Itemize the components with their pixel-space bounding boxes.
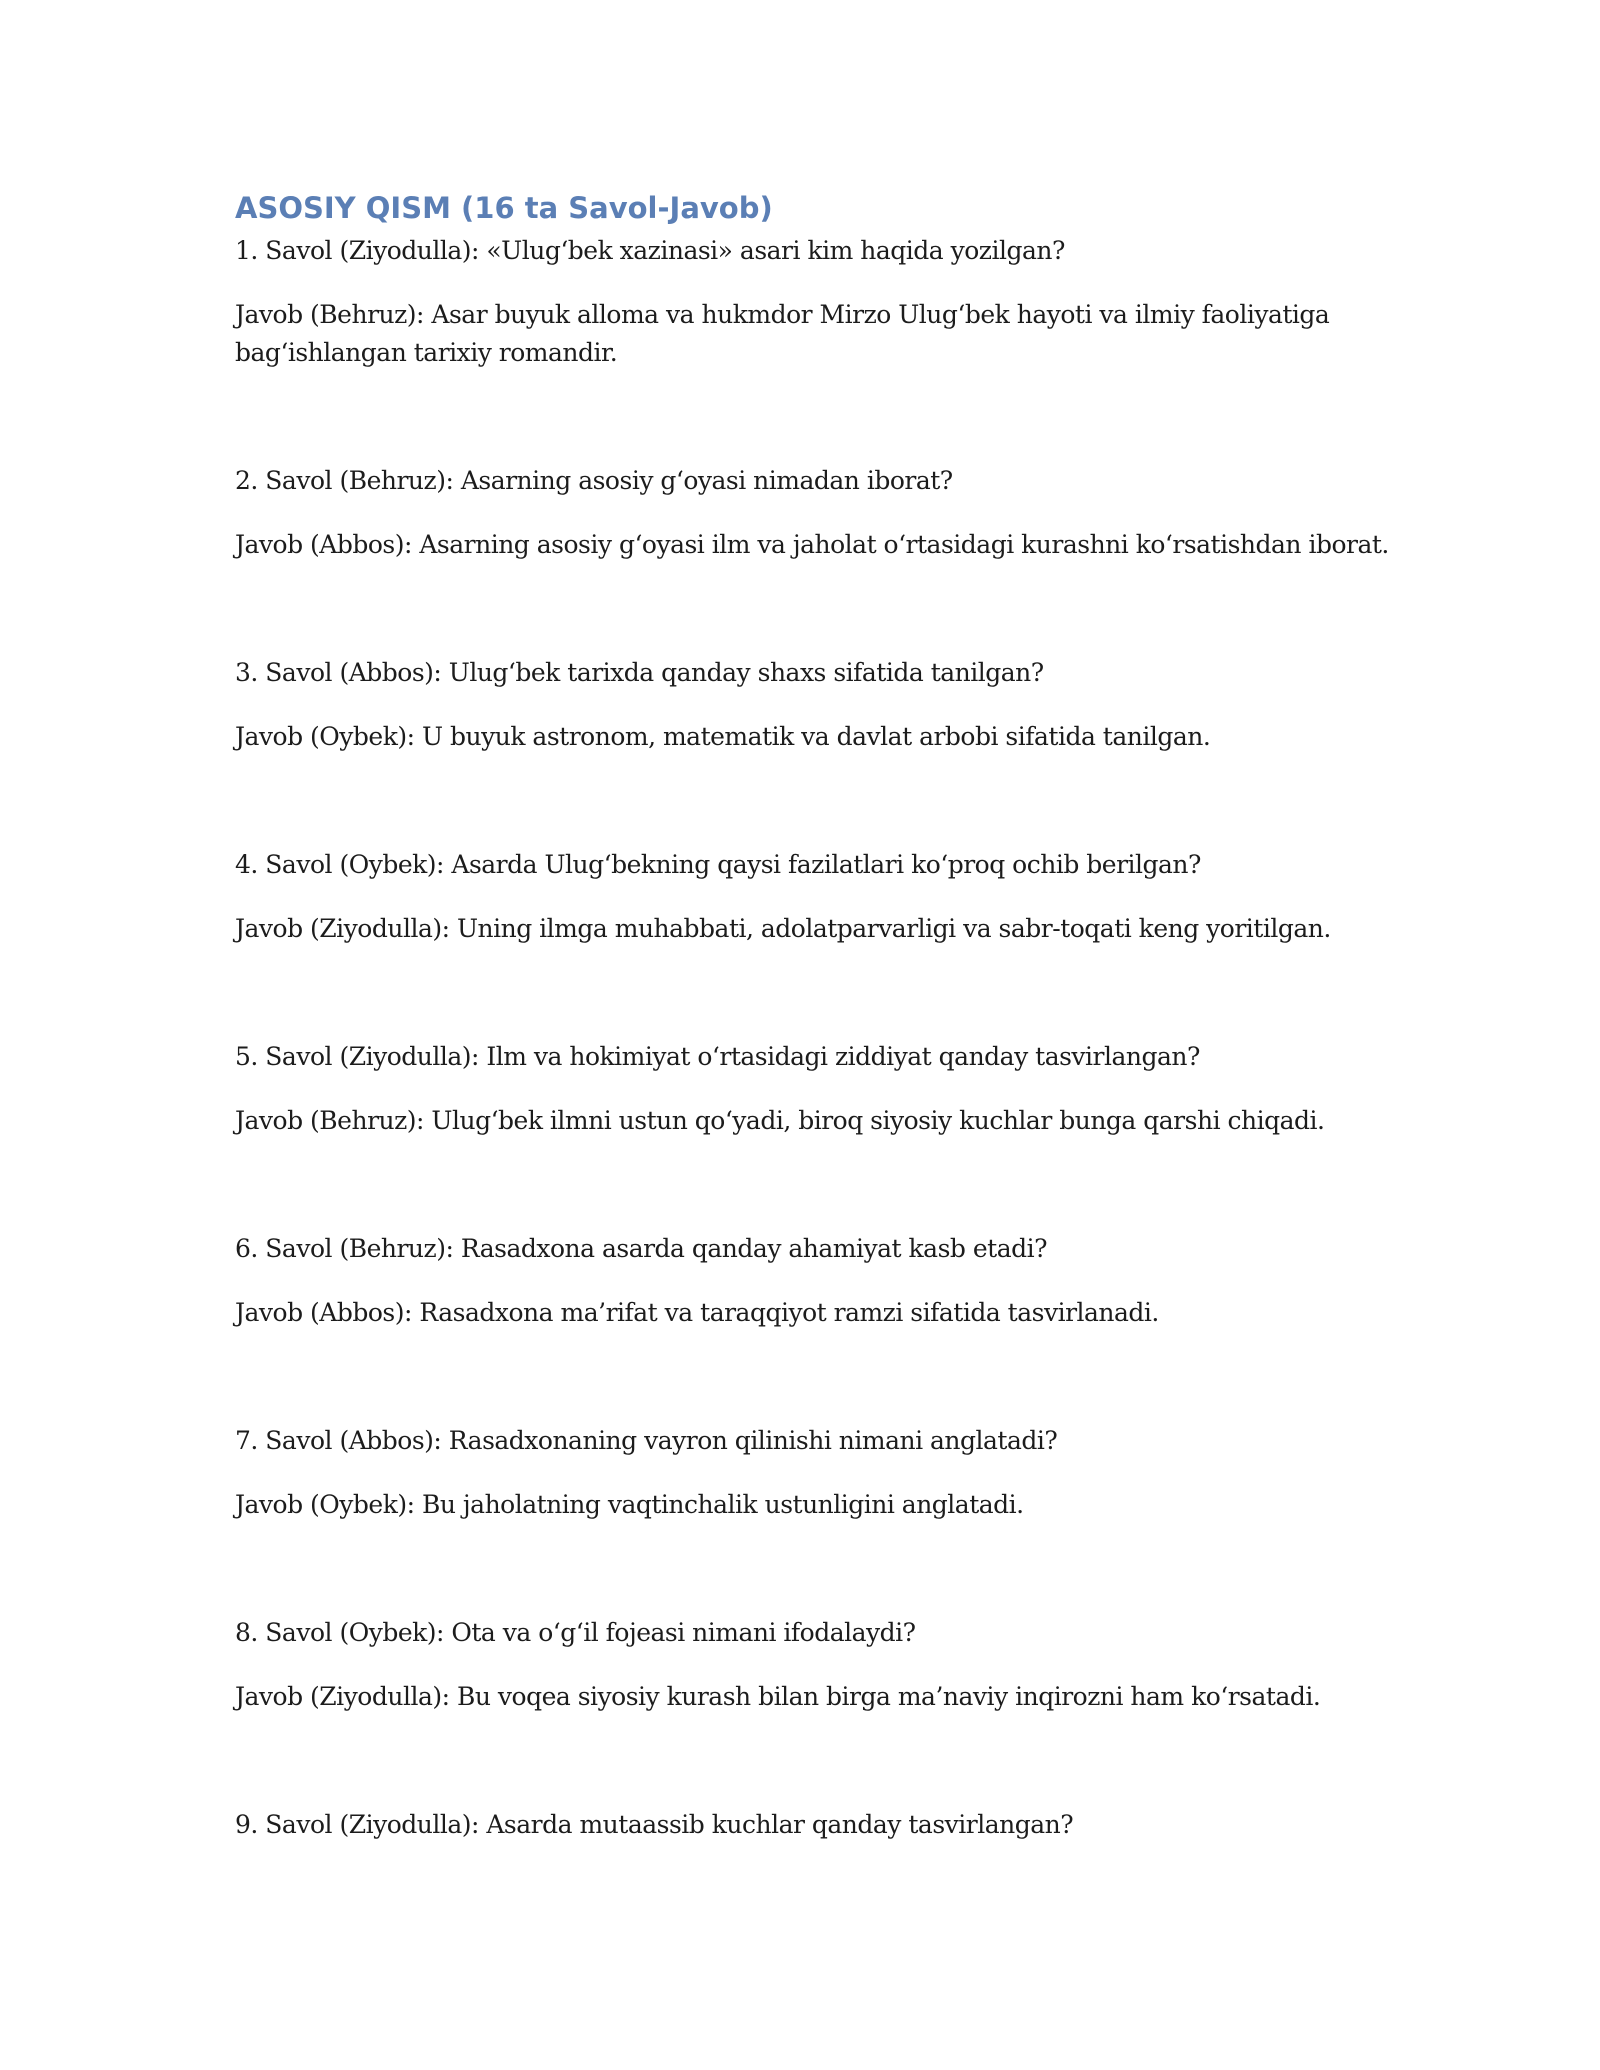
spacer xyxy=(235,948,1415,1038)
qa-item-6 xyxy=(235,1230,1415,1332)
qa-item-3 xyxy=(235,654,1415,756)
answer-7: Javob (Oybek): Bu jaholatning vaqtinchalik ustunligini anglatadi. xyxy=(235,1490,1024,1519)
question-6: 6. Savol (Behruz): Rasadxona asarda qanday ahamiyat kasb etadi? xyxy=(235,1234,1048,1263)
document-content xyxy=(235,188,1415,1844)
section-heading: ASOSIY QISM (16 ta Savol-Javob) xyxy=(235,191,773,225)
spacer xyxy=(235,756,1415,846)
question-4: 4. Savol (Oybek): Asarda Ulug‘bekning qaysi fazilatlari ko‘proq ochib berilgan? xyxy=(235,850,1201,879)
answer-3: Javob (Oybek): U buyuk astronom, matematik va davlat arbobi sifatida tanilgan. xyxy=(235,722,1211,751)
answer-1-line-1: Javob (Behruz): Asar buyuk alloma va hukmdor Mirzo Ulug‘bek hayoti va ilmiy faoliyatiga xyxy=(235,300,1330,329)
answer-5: Javob (Behruz): Ulug‘bek ilmni ustun qo‘yadi, biroq siyosiy kuchlar bunga qarshi chiqadi. xyxy=(235,1106,1325,1135)
qa-item-8 xyxy=(235,1614,1415,1716)
qa-item-2 xyxy=(235,462,1415,564)
question-2: 2. Savol (Behruz): Asarning asosiy g‘oyasi nimadan iborat? xyxy=(235,466,953,495)
spacer xyxy=(235,1332,1415,1422)
qa-item-4 xyxy=(235,846,1415,948)
qa-item-9 xyxy=(235,1806,1415,1844)
spacer xyxy=(235,372,1415,462)
answer-4: Javob (Ziyodulla): Uning ilmga muhabbati, adolatparvarligi va sabr-toqati keng yoritilgan. xyxy=(235,914,1331,943)
qa-item-1 xyxy=(235,232,1415,372)
answer-2: Javob (Abbos): Asarning asosiy g‘oyasi ilm va jaholat o‘rtasidagi kurashni ko‘rsatishdan iborat. xyxy=(235,530,1389,559)
qa-item-5 xyxy=(235,1038,1415,1140)
qa-item-7 xyxy=(235,1422,1415,1524)
question-1: 1. Savol (Ziyodulla): «Ulug‘bek xazinasi» asari kim haqida yozilgan? xyxy=(235,236,1065,265)
spacer xyxy=(235,1716,1415,1806)
question-7: 7. Savol (Abbos): Rasadxonaning vayron qilinishi nimani anglatadi? xyxy=(235,1426,1058,1455)
question-9: 9. Savol (Ziyodulla): Asarda mutaassib kuchlar qanday tasvirlangan? xyxy=(235,1810,1074,1839)
spacer xyxy=(235,564,1415,654)
question-5: 5. Savol (Ziyodulla): Ilm va hokimiyat o‘rtasidagi ziddiyat qanday tasvirlangan? xyxy=(235,1042,1200,1071)
spacer xyxy=(235,1524,1415,1614)
question-3: 3. Savol (Abbos): Ulug‘bek tarixda qanday shaxs sifatida tanilgan? xyxy=(235,658,1044,687)
spacer xyxy=(235,1140,1415,1230)
question-8: 8. Savol (Oybek): Ota va o‘g‘il fojeasi nimani ifodalaydi? xyxy=(235,1618,916,1647)
answer-8: Javob (Ziyodulla): Bu voqea siyosiy kurash bilan birga ma’naviy inqirozni ham ko‘rsatadi. xyxy=(235,1682,1321,1711)
answer-6: Javob (Abbos): Rasadxona ma’rifat va taraqqiyot ramzi sifatida tasvirlanadi. xyxy=(235,1298,1159,1327)
answer-1-line-2: bag‘ishlangan tarixiy romandir. xyxy=(235,338,618,367)
